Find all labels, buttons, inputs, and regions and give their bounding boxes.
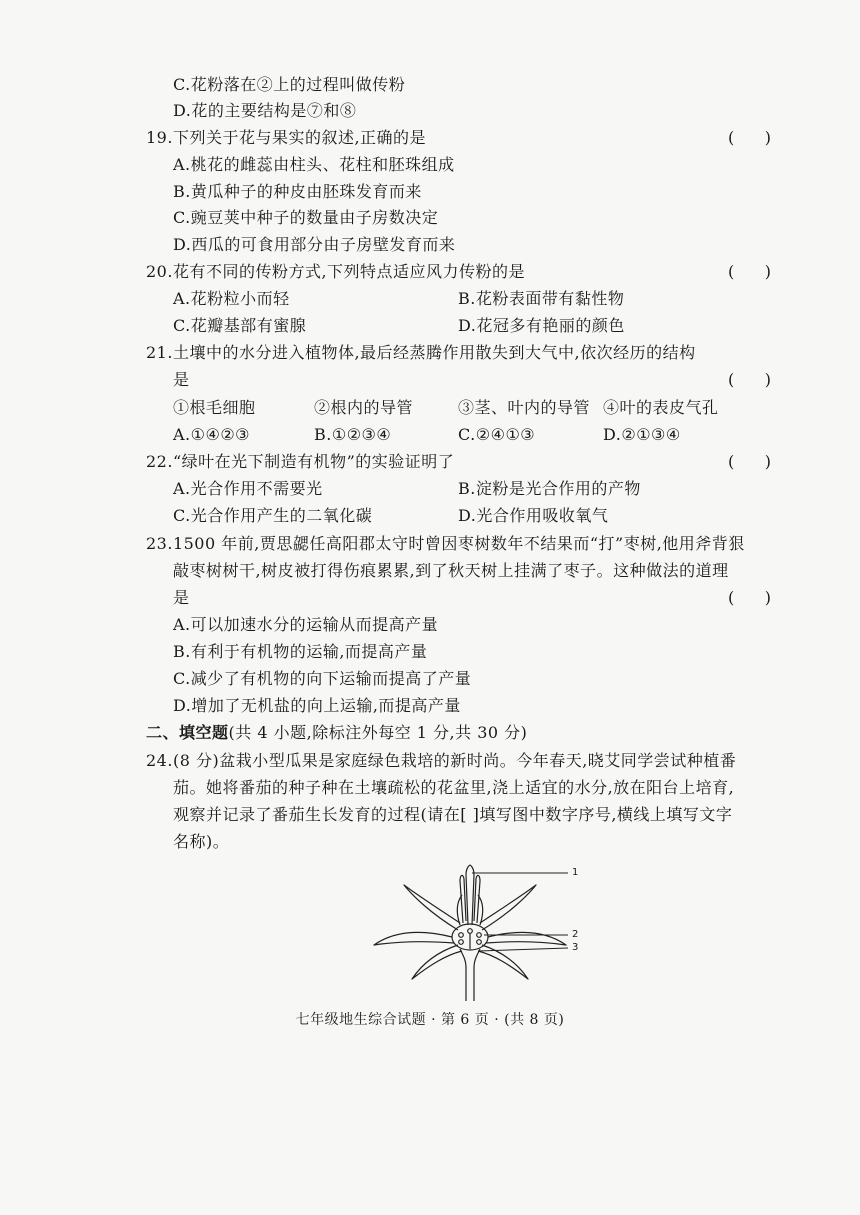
q22-option-b: B.淀粉是光合作用的产物 <box>458 479 641 498</box>
label-1: 1 <box>572 867 579 878</box>
section-heading <box>146 723 527 743</box>
q20-option-b: B.花粉表面带有黏性物 <box>458 289 625 308</box>
q19-option-a: A.桃花的雌蕊由柱头、花柱和胚珠组成 <box>173 155 455 174</box>
q21-structure-2: ②根内的导管 <box>314 398 414 417</box>
q23-stem-line3: 是 <box>173 588 190 607</box>
q21-structure-4: ④叶的表皮气孔 <box>603 398 719 417</box>
q23-option-d: D.增加了无机盐的向上运输,而提高产量 <box>173 696 461 715</box>
q23-stem-line1: 23.1500 年前,贾思勰任高阳郡太守时曾因枣树数年不结果而“打”枣树,他用斧背狠 <box>146 534 745 553</box>
q22-answer-blank: ( ) <box>728 452 771 471</box>
q22-option-d: D.光合作用吸收氧气 <box>458 506 609 525</box>
q22-option-a: A.光合作用不需要光 <box>173 479 323 498</box>
q24-line3: 观察并记录了番茄生长发育的过程(请在[ ]填写图中数字序号,横线上填写文字 <box>173 805 733 824</box>
q20-option-c: C.花瓣基部有蜜腺 <box>173 316 307 335</box>
q22-stem: 22.“绿叶在光下制造有机物”的实验证明了 <box>146 452 455 471</box>
q22-option-c: C.光合作用产生的二氧化碳 <box>173 506 373 525</box>
q21-option-d: D.②①③④ <box>603 425 681 444</box>
section-note: (共 4 小题,除标注外每空 1 分,共 30 分) <box>228 723 528 742</box>
q24-line4: 名称)。 <box>173 832 230 851</box>
q20-answer-blank: ( ) <box>728 262 771 281</box>
q19-answer-blank: ( ) <box>728 128 771 147</box>
q23-option-a: A.可以加速水分的运输从而提高产量 <box>173 615 439 634</box>
section-title: 二、填空题 <box>146 723 229 742</box>
q20-option-d: D.花冠多有艳丽的颜色 <box>458 316 625 335</box>
q23-option-c: C.减少了有机物的向下运输而提高了产量 <box>173 669 472 688</box>
q23-answer-blank: ( ) <box>728 588 771 607</box>
flower-illustration <box>360 855 600 1005</box>
q20-option-a: A.花粉粒小而轻 <box>173 289 290 308</box>
q21-option-b: B.①②③④ <box>314 425 392 444</box>
label-3: 3 <box>572 942 579 953</box>
q24-line1: 24.(8 分)盆栽小型瓜果是家庭绿色栽培的新时尚。今年春天,晓艾同学尝试种植番 <box>146 751 737 770</box>
q19-option-b: B.黄瓜种子的种皮由胚珠发育而来 <box>173 182 422 201</box>
q18-option-d: D.花的主要结构是⑦和⑧ <box>173 101 357 120</box>
q19-option-d: D.西瓜的可食用部分由子房壁发育而来 <box>173 235 456 254</box>
q19-stem: 19.下列关于花与果实的叙述,正确的是 <box>146 128 427 147</box>
q19-option-c: C.豌豆荚中种子的数量由子房数决定 <box>173 208 439 227</box>
q21-option-a: A.①④②③ <box>173 425 251 444</box>
q21-structure-1: ①根毛细胞 <box>173 398 256 417</box>
page-footer: 七年级地生综合试题 · 第 6 页 · (共 8 页) <box>295 1012 565 1028</box>
q21-answer-blank: ( ) <box>728 370 771 389</box>
q21-stem-line1: 21.土壤中的水分进入植物体,最后经蒸腾作用散失到大气中,依次经历的结构 <box>146 343 696 362</box>
q23-option-b: B.有利于有机物的运输,而提高产量 <box>173 642 428 661</box>
q20-stem: 20.花有不同的传粉方式,下列特点适应风力传粉的是 <box>146 262 526 281</box>
q21-stem-line2: 是 <box>173 370 190 389</box>
q18-option-c: C.花粉落在②上的过程叫做传粉 <box>173 75 406 94</box>
flower-diagram <box>360 855 600 1005</box>
q23-stem-line2: 敲枣树树干,树皮被打得伤痕累累,到了秋天树上挂满了枣子。这种做法的道理 <box>173 561 729 580</box>
q21-structure-3: ③茎、叶内的导管 <box>458 398 591 417</box>
label-2: 2 <box>572 929 579 940</box>
q21-option-c: C.②④①③ <box>458 425 536 444</box>
q24-line2: 茄。她将番茄的种子种在土壤疏松的花盆里,浇上适宜的水分,放在阳台上培育, <box>173 778 735 797</box>
